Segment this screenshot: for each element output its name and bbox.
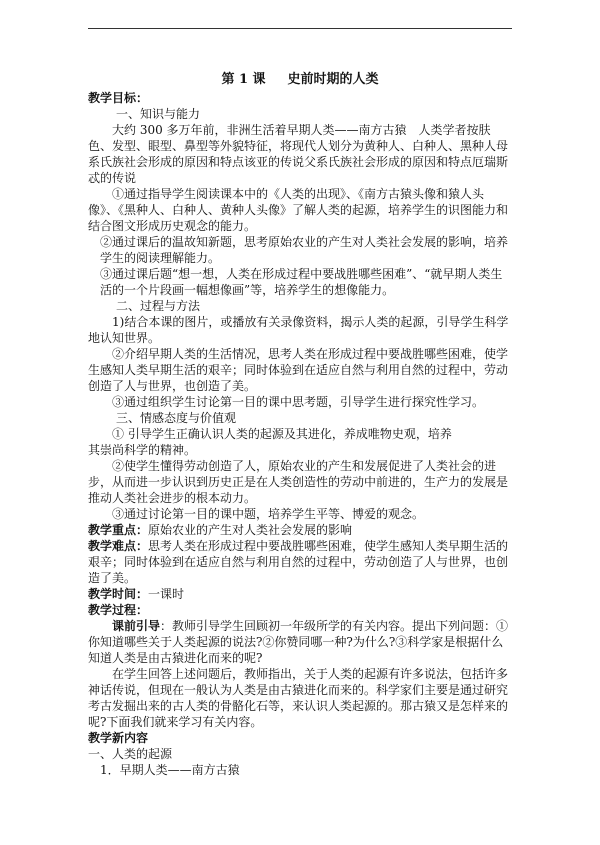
goals-s1-paragraph-3: ②通过课后的温故知新题，思考原始农业的产生对人类社会发展的影响，培养学生的阅读理解能力。	[100, 235, 509, 265]
goals-s1-paragraph-1: 大约 300 多万年前，非洲生活着早期人类——南方古猿 人类学者按肤色、发型、眼型、鼻型等外貌特征，将现代人划分为黄种人、白种人、黑种人母系氏族社会形成的原因和特点该亚的传说父系氏族社会形成的原因和特点厄瑞斯忒的传说	[88, 123, 509, 185]
goals-s3-paragraph-1: ① 引导学生正确认识人类的起源及其进化，养成唯物史观，培养	[112, 427, 452, 441]
intro-text: ：教师引导学生回顾初一年级所学的有关内容。提出下列问题：①你知道哪些关于人类起源的说法?②你赞同哪一种?为什么?③科学家是根据什么知道人类是由古猿进化而来的呢?	[88, 619, 509, 665]
process-label: 教学过程：	[88, 603, 149, 617]
goals-section-1-heading: 一、知识与能力	[116, 107, 201, 121]
key-text: 原始农业的产生对人类社会发展的影响	[148, 523, 353, 537]
page-title	[88, 72, 512, 88]
goals-s3-paragraph-2: ②使学生懂得劳动创造了人，原始农业的产生和发展促进了人类社会的进步，从而进一步认识到历史正是在人类创造性的劳动中前进的，生产力的发展是推动人类社会进步的根本动力。	[88, 459, 509, 505]
goals-s3-paragraph-1-cont: 其崇尚科学的精神。	[88, 443, 197, 457]
process-intro	[88, 618, 512, 666]
goals-s2-paragraph-1: 1)结合本课的图片，或播放有关录像资料，揭示人类的起源，引导学生科学地认知世界。	[88, 315, 509, 345]
lesson-number: 第 1 课	[221, 72, 266, 87]
intro-label: 课前引导	[112, 619, 161, 633]
key-point	[88, 522, 512, 538]
new-heading-1: 一、人类的起源	[88, 747, 173, 761]
document-body	[88, 72, 512, 778]
goals-s1-paragraph-4: ③通过课后题“想一想，人类在形成过程中要战胜哪些困难”、“就早期人类生活的一个片段画一幅想像画”等，培养学生的想像能力。	[100, 267, 503, 297]
goals-s2-paragraph-2: ②介绍早期人类的生活情况，思考人类在形成过程中要战胜哪些困难，使学生感知人类早期生活的艰辛；同时体验到在适应自然与利用自然的过程中，劳动创造了人与世界，也创造了美。	[88, 347, 509, 393]
new-heading-2: 1．早期人类——南方古猿	[100, 763, 240, 777]
goals-section-3-heading: 三、情感态度与价值观	[116, 411, 237, 425]
goals-s3-paragraph-3: ③通过讨论第一目的课中题，培养学生平等、博爱的观念。	[112, 507, 425, 521]
goals-s2-paragraph-3: ③通过组织学生讨论第一目的课中思考题，引导学生进行探究性学习。	[112, 395, 485, 409]
goals-section-2-heading: 二、过程与方法	[116, 299, 201, 313]
header-rule	[88, 28, 512, 29]
time-text: 一课时	[148, 587, 185, 601]
difficult-label: 教学难点：	[88, 539, 149, 553]
goals-label: 教学目标：	[88, 91, 149, 105]
difficult-point	[88, 538, 512, 586]
lesson-name: 史前时期的人类	[287, 72, 379, 87]
process-paragraph-2: 在学生回答上述问题后，教师指出，关于人类的起源有许多说法，包括许多神话传说，但现在一般认为人类是由古猿进化而来的。科学家们主要是通过研究考古发掘出来的古人类的骨骼化石等，来认识人类起源的。那古猿又是怎样来的呢?下面我们就来学习有关内容。	[88, 667, 509, 729]
goals-s1-paragraph-2: ①通过指导学生阅读课本中的《人类的出现》、《南方古猿头像和猿人头像》、《黑种人、白种人、黄种人头像》了解人类的起源，培养学生的识图能力和结合图文形成历史观念的能力。	[88, 187, 509, 233]
teaching-time	[88, 586, 512, 602]
time-label: 教学时间：	[88, 587, 149, 601]
difficult-text: 思考人类在形成过程中要战胜哪些困难，使学生感知人类早期生活的艰辛；同时体验到在适应自然与利用自然的过程中，劳动创造了人与世界，也创造了美。	[88, 539, 509, 585]
new-content-label: 教学新内容	[88, 731, 149, 745]
key-label: 教学重点：	[88, 523, 149, 537]
